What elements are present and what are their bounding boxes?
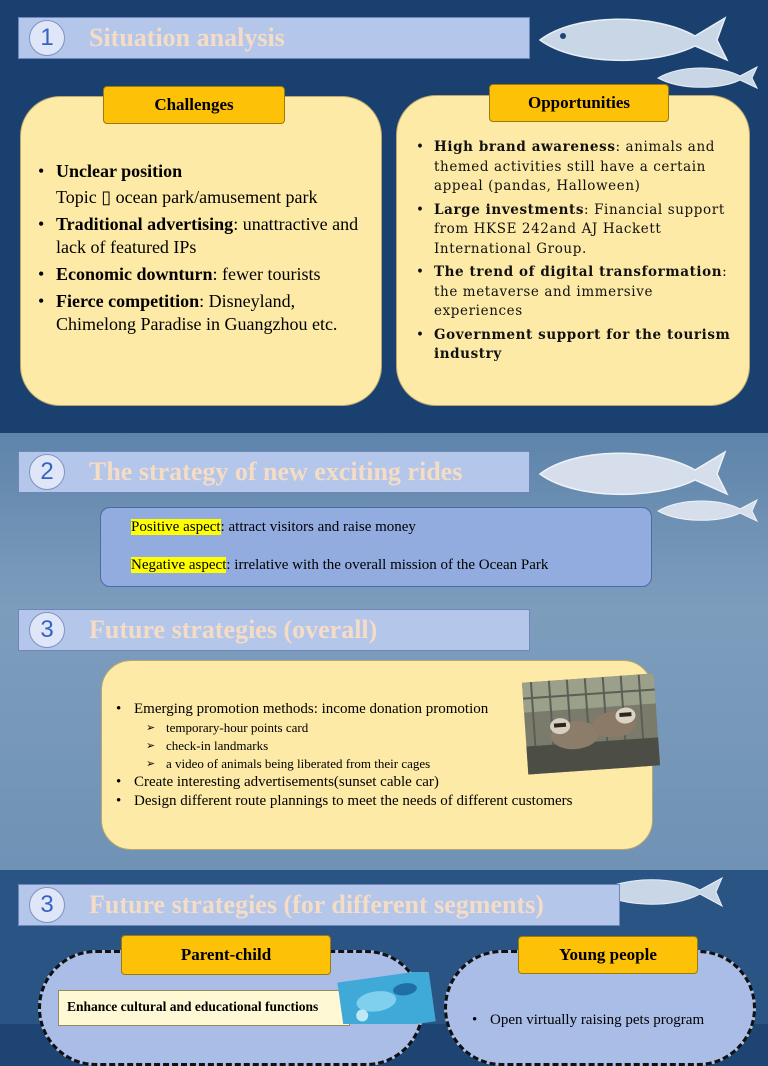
list-item: • Design different route plannings to meet the needs of different customers bbox=[116, 792, 636, 811]
challenges-tag: Challenges bbox=[103, 86, 285, 124]
rides-aspects-box bbox=[100, 507, 652, 587]
young-people-tag: Young people bbox=[518, 936, 698, 974]
item-bold: High brand awareness bbox=[434, 139, 616, 155]
negative-aspect-label: Negative aspect bbox=[131, 557, 227, 573]
fish-illustration-icon bbox=[535, 442, 730, 502]
sub-list-item: ➢ temporary-hour points card bbox=[146, 719, 636, 737]
opportunities-tag: Opportunities bbox=[489, 84, 669, 122]
item-text: : Disneyland, Chimelong Paradise in Guangzhou etc. bbox=[56, 291, 338, 334]
list-item bbox=[416, 326, 736, 365]
item-bold: Economic downturn bbox=[56, 264, 213, 284]
item-text: : the metaverse and immersive experiences bbox=[434, 264, 728, 319]
section-number: 1 bbox=[29, 20, 65, 56]
challenges-list bbox=[38, 160, 368, 340]
list-item bbox=[38, 160, 368, 209]
item-bold: Large investments bbox=[434, 201, 585, 218]
section-number: 3 bbox=[29, 887, 65, 923]
parent-child-box bbox=[58, 990, 350, 1026]
item-bold: Fierce competition bbox=[56, 291, 200, 311]
item-bold: The trend of digital transformation bbox=[434, 264, 723, 280]
positive-aspect-line bbox=[131, 519, 416, 536]
section-3-header bbox=[18, 609, 530, 651]
ocean-photo-icon bbox=[336, 972, 436, 1024]
list-item: • Emerging promotion methods: income donation promotion bbox=[116, 700, 636, 719]
list-item bbox=[416, 201, 736, 260]
young-people-list bbox=[472, 1012, 704, 1029]
item-text: : unattractive and lack of featured IPs bbox=[56, 214, 359, 257]
fish-illustration-icon bbox=[655, 62, 760, 92]
section-title: The strategy of new exciting rides bbox=[89, 457, 463, 486]
sub-list-item: ➢ check-in landmarks bbox=[146, 737, 636, 755]
list-item bbox=[416, 138, 736, 197]
negative-aspect-text: : irrelative with the overall mission of the Ocean Park bbox=[226, 557, 549, 573]
fish-illustration-icon bbox=[535, 8, 730, 68]
section-number: 2 bbox=[29, 454, 65, 490]
section-4-header bbox=[18, 884, 620, 926]
list-item: • Create interesting advertisements(sunset cable car) bbox=[116, 773, 636, 792]
negative-aspect-line bbox=[131, 557, 548, 574]
fish-illustration-icon bbox=[655, 495, 760, 525]
positive-aspect-text: : attract visitors and raise money bbox=[220, 519, 416, 535]
item-bold: Traditional advertising bbox=[56, 214, 234, 234]
item-bold: Unclear position bbox=[56, 161, 183, 181]
parent-child-tag: Parent-child bbox=[121, 935, 331, 975]
item-text: : Financial support from HKSE 242and AJ Hackett International Group. bbox=[434, 201, 725, 257]
section-1-header bbox=[18, 17, 530, 59]
section-2-header bbox=[18, 451, 530, 493]
sub-list-item: ➢ a video of animals being liberated from their cages bbox=[146, 755, 636, 773]
list-item bbox=[38, 263, 368, 286]
item-extra: Topic ▯ ocean park/amusement park bbox=[56, 187, 318, 207]
parent-child-item: Enhance cultural and educational functions bbox=[67, 999, 319, 1014]
section-title: Future strategies (for different segments) bbox=[89, 890, 544, 919]
opportunities-list bbox=[416, 138, 736, 369]
list-item bbox=[38, 213, 368, 259]
item-text: : animals and themed activities still have a certain appeal (pandas, Halloween) bbox=[434, 139, 715, 194]
item-text: : fewer tourists bbox=[212, 264, 321, 284]
section-number: 3 bbox=[29, 612, 65, 648]
list-item bbox=[416, 263, 736, 322]
list-item: • Open virtually raising pets program bbox=[472, 1012, 704, 1029]
section-title: Situation analysis bbox=[89, 23, 285, 52]
positive-aspect-label: Positive aspect bbox=[131, 519, 221, 535]
item-bold: Government support for the tourism industry bbox=[434, 326, 731, 362]
raccoon-photo-icon bbox=[522, 672, 660, 776]
list-item bbox=[38, 290, 368, 336]
section-title: Future strategies (overall) bbox=[89, 615, 378, 644]
